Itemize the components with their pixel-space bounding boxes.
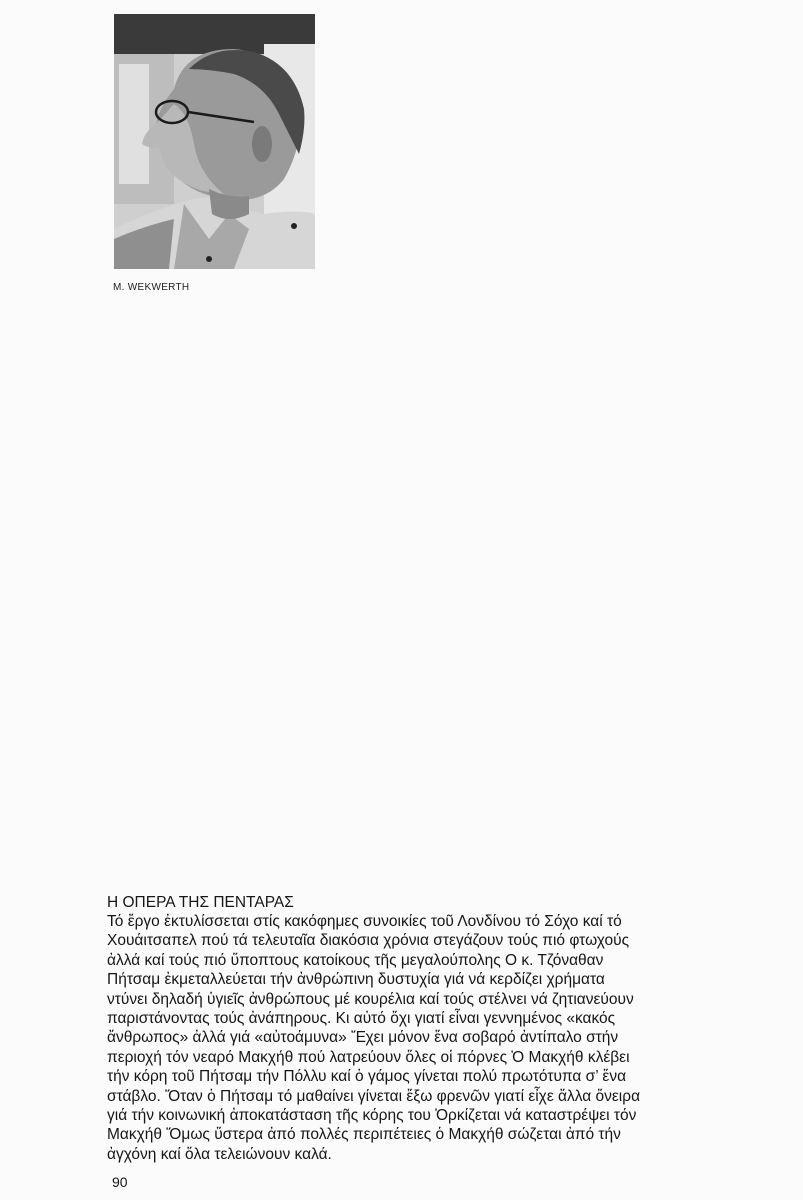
article-line: γιά τήν κοινωνική ἀποκατάσταση τῆς κόρης του Ὁρκίζεται νά καταστρέψει τόν xyxy=(107,1107,637,1125)
article xyxy=(107,893,797,1164)
article-line: στάβλο. Ὅταν ὁ Πήτσαμ τό μαθαίνει γίνεται ἔξω φρενῶν γιατί εἶχε ἄλλα ὄνειρα xyxy=(107,1087,641,1105)
article-line: ἄνθρωπος» ἀλλά γιά «αὐτοάμυνα» Ἔχει μόνον ἕνα σοβαρό ἀντίπαλο στήν xyxy=(107,1029,619,1047)
article-line: ἀλλά καί τούς πιό ὕποπτους κατοίκους τῆς μεγαλούπολης Ο κ. Τζόναθαν xyxy=(107,951,604,969)
portrait-photo xyxy=(114,14,315,269)
article-line: παριστάνοντας τούς ἀνάπηρους. Κι αὐτό ὄχι γιατί εἶναι γεννημένος «κακός xyxy=(107,1010,616,1028)
photo-caption: M. WEKWERTH xyxy=(113,282,190,293)
article-line: Τό ἔργο ἐκτυλίσσεται στίς κακόφημες συνοικίες τοῦ Λονδίνου τό Σόχο καί τό xyxy=(107,913,622,930)
article-line: Μακχήθ Ὅμως ὕστερα ἀπό πολλές περιπέτειες ὁ Μακχήθ σώζεται ἀπό τήν xyxy=(107,1126,621,1144)
portrait-photo-graphic xyxy=(114,14,315,269)
article-line: περιοχή τόν νεαρό Μακχήθ πού λατρεύουν ὅλες οἱ πόρνες Ὁ Μακχήθ κλέβει xyxy=(107,1048,630,1066)
article-line: Πήτσαμ ἐκμεταλλεύεται τήν ἀνθρώπινη δυστυχία γιά νά κερδίζει χρήματα xyxy=(107,971,605,989)
article-line: ἀγχόνη καί ὅλα τελειώνουν καλά. xyxy=(107,1145,332,1163)
article-title: Η ΟΠΕΡΑ ΤΗΣ ΠΕΝΤΑΡΑΣ xyxy=(107,894,294,911)
article-line: τήν κόρη τοῦ Πήτσαμ τήν Πόλλυ καί ὁ γάμος γίνεται πολύ πρωτότυπα σ’ ἕνα xyxy=(107,1068,627,1086)
page-number: 90 xyxy=(112,1174,128,1190)
article-line: Χουάιτσαπελ πού τά τελευταῖα διακόσια χρόνια στεγάζουν τούς πιό φτωχούς xyxy=(107,932,630,950)
article-line: ντύνει δηλαδή ὑγιεῖς ἀνθρώπους μέ κουρέλια καί τούς στέλνει νά ζητιανεύουν xyxy=(107,990,634,1008)
